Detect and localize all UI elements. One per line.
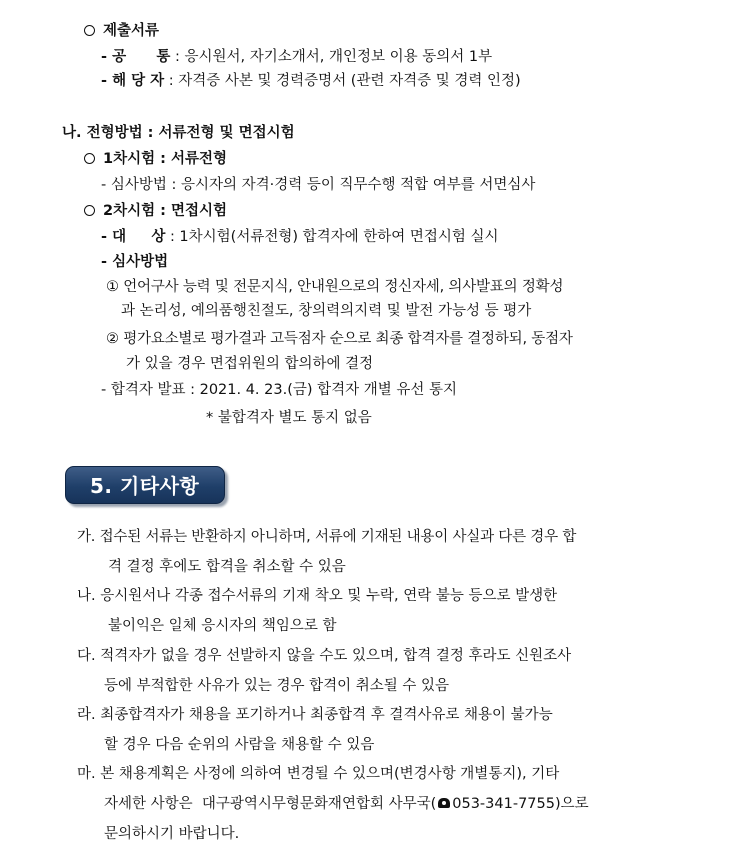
rejection-note: * 불합격자 별도 통지 없음 — [206, 410, 372, 426]
first-exam-heading: 1차시험 : 서류전형 — [84, 149, 227, 169]
item-ra: 라. 최종합격자가 채용을 포기하거나 최종합격 후 결격사유로 채용이 불가능 — [77, 707, 553, 723]
target-label: - 대 상 — [101, 229, 166, 245]
criteria-item-2-cont: 가 있을 경우 면접위원의 합의하에 결정 — [126, 356, 374, 372]
docs-common-label: - 공 통 — [101, 49, 171, 65]
item-da: 다. 적격자가 없을 경우 선발하지 않을 수도 있으며, 합격 결정 후라도 신원조사 — [77, 648, 572, 664]
item-ga-cont: 격 결정 후에도 합격을 취소할 수 있음 — [108, 559, 346, 575]
item-na: 나. 응시원서나 각종 접수서류의 기재 착오 및 누락, 연락 불능 등으로 발생한 — [77, 588, 558, 604]
telephone-icon — [438, 798, 450, 808]
criteria-item-1-cont: 과 논리성, 예의품행친절도, 창의력의지력 및 발전 가능성 등 평가 — [121, 303, 532, 319]
method-label: - 심사방법 — [101, 254, 169, 270]
item-ga: 가. 접수된 서류는 반환하지 아니하며, 서류에 기재된 내용이 사실과 다른 경우 합 — [77, 529, 577, 545]
selection-title: 나. 전형방법 : 서류전형 및 면접시험 — [62, 125, 295, 141]
circle-bullet-icon — [84, 25, 95, 36]
first-exam-method: - 심사방법 : 응시자의 자격·경력 등이 직무수행 적합 여부를 서면심사 — [101, 177, 536, 193]
section-5-banner: 5. 기타사항 — [65, 466, 225, 504]
docs-applicable-line — [101, 71, 521, 91]
docs-heading: 제출서류 — [84, 21, 159, 41]
second-exam-heading: 2차시험 : 면접시험 — [84, 201, 227, 221]
item-ma-cont: 자세한 사항은 대구광역시무형문화재연합회 사무국( 053-341-7755)으로 — [104, 796, 589, 812]
target-line — [101, 227, 499, 247]
announcement-line: - 합격자 발표 : 2021. 4. 23.(금) 합격자 개별 유선 통지 — [101, 382, 458, 398]
item-na-cont: 불이익은 일체 응시자의 책임으로 함 — [108, 618, 337, 634]
docs-applicable-label: - 해 당 자 — [101, 73, 165, 89]
circle-bullet-icon — [84, 205, 95, 216]
criteria-item-1: ① 언어구사 능력 및 전문지식, 안내원으로의 정신자세, 의사발표의 정확성 — [106, 279, 564, 295]
circle-bullet-icon — [84, 153, 95, 164]
item-ma-cont-2: 문의하시기 바랍니다. — [104, 826, 240, 842]
item-da-cont: 등에 부적합한 사유가 있는 경우 합격이 취소될 수 있음 — [104, 678, 450, 694]
docs-common-line — [101, 47, 492, 67]
target-text: : 1차시험(서류전형) 합격자에 한하여 면접시험 실시 — [169, 229, 499, 245]
criteria-item-2: ② 평가요소별로 평가결과 고득점자 순으로 최종 합격자를 결정하되, 동점자 — [106, 331, 573, 347]
item-ra-cont: 할 경우 다음 순위의 사람을 채용할 수 있음 — [104, 737, 375, 753]
docs-common-text: : 응시원서, 자기소개서, 개인정보 이용 동의서 1부 — [174, 49, 493, 65]
docs-applicable-text: : 자격증 사본 및 경력증명서 (관련 자격증 및 경력 인정) — [168, 73, 521, 89]
item-ma: 마. 본 채용계획은 사정에 의하여 변경될 수 있으며(변경사항 개별통지), 기타 — [77, 766, 560, 782]
